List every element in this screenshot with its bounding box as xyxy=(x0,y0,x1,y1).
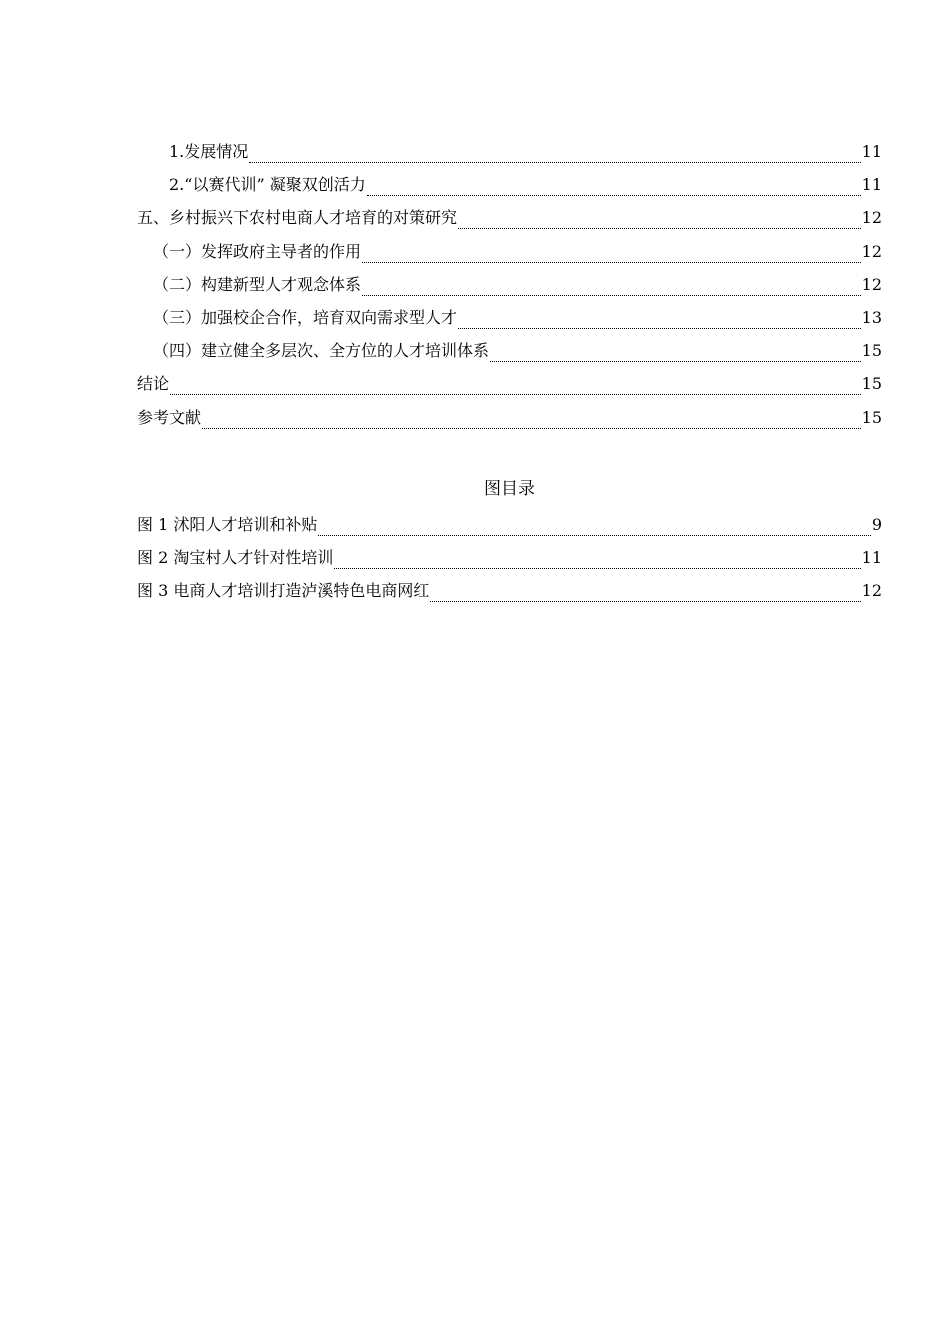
toc-entry[interactable] xyxy=(137,268,882,301)
toc-entry[interactable] xyxy=(137,367,882,400)
toc-entry-label: （三）加强校企合作，培育双向需求型人才 xyxy=(153,307,458,327)
toc-entry-label: 参考文献 xyxy=(137,407,202,427)
toc-entry-page: 13 xyxy=(861,307,882,327)
figure-entry-page: 11 xyxy=(861,548,882,568)
toc-entry-label: 结论 xyxy=(137,374,170,394)
toc-entry[interactable] xyxy=(137,334,882,367)
toc-entry-page: 11 xyxy=(861,142,882,161)
toc-entry-label: 1.发展情况 xyxy=(169,142,249,161)
toc-entry[interactable] xyxy=(137,201,882,234)
dot-leader xyxy=(249,152,860,163)
table-of-contents xyxy=(137,135,882,434)
toc-entry-label: 2.“以赛代训” 凝聚双创活力 xyxy=(169,175,366,195)
toc-entry-label: （一）发挥政府主导者的作用 xyxy=(153,241,362,261)
dot-leader xyxy=(430,591,860,602)
figure-entry[interactable] xyxy=(137,541,882,574)
figure-entry-page: 12 xyxy=(861,581,882,601)
toc-entry-page: 15 xyxy=(861,374,882,394)
toc-entry[interactable] xyxy=(137,135,882,168)
figure-list xyxy=(137,508,882,608)
dot-leader xyxy=(367,185,861,196)
figure-entry[interactable] xyxy=(137,508,882,541)
toc-entry[interactable] xyxy=(137,401,882,434)
toc-entry[interactable] xyxy=(137,235,882,268)
dot-leader xyxy=(170,384,861,395)
dot-leader xyxy=(362,285,861,296)
figure-entry-label: 图 3 电商人才培训打造泸溪特色电商网红 xyxy=(137,581,430,601)
figure-entry-label: 图 2 淘宝村人才针对性培训 xyxy=(137,548,334,568)
figure-entry-page: 9 xyxy=(871,515,882,534)
toc-entry-label: （四）建立健全多层次、全方位的人才培训体系 xyxy=(153,341,490,361)
dot-leader xyxy=(458,218,861,229)
figure-list-title: 图目录 xyxy=(484,479,535,499)
toc-entry[interactable] xyxy=(137,301,882,334)
dot-leader xyxy=(318,525,870,536)
toc-entry[interactable] xyxy=(137,168,882,201)
figure-entry[interactable] xyxy=(137,574,882,607)
toc-entry-page: 15 xyxy=(861,341,882,361)
dot-leader xyxy=(458,318,861,329)
dot-leader xyxy=(202,418,861,429)
dot-leader xyxy=(490,351,861,362)
toc-entry-page: 12 xyxy=(861,208,882,228)
toc-entry-page: 15 xyxy=(861,407,882,427)
toc-entry-page: 12 xyxy=(861,241,882,261)
toc-entry-page: 12 xyxy=(861,274,882,294)
toc-entry-label: 五、乡村振兴下农村电商人才培育的对策研究 xyxy=(137,208,458,228)
toc-entry-label: （二）构建新型人才观念体系 xyxy=(153,274,362,294)
dot-leader xyxy=(362,252,861,263)
toc-entry-page: 11 xyxy=(861,175,882,195)
dot-leader xyxy=(334,558,860,569)
figure-entry-label: 图 1 沭阳人才培训和补贴 xyxy=(137,515,318,534)
